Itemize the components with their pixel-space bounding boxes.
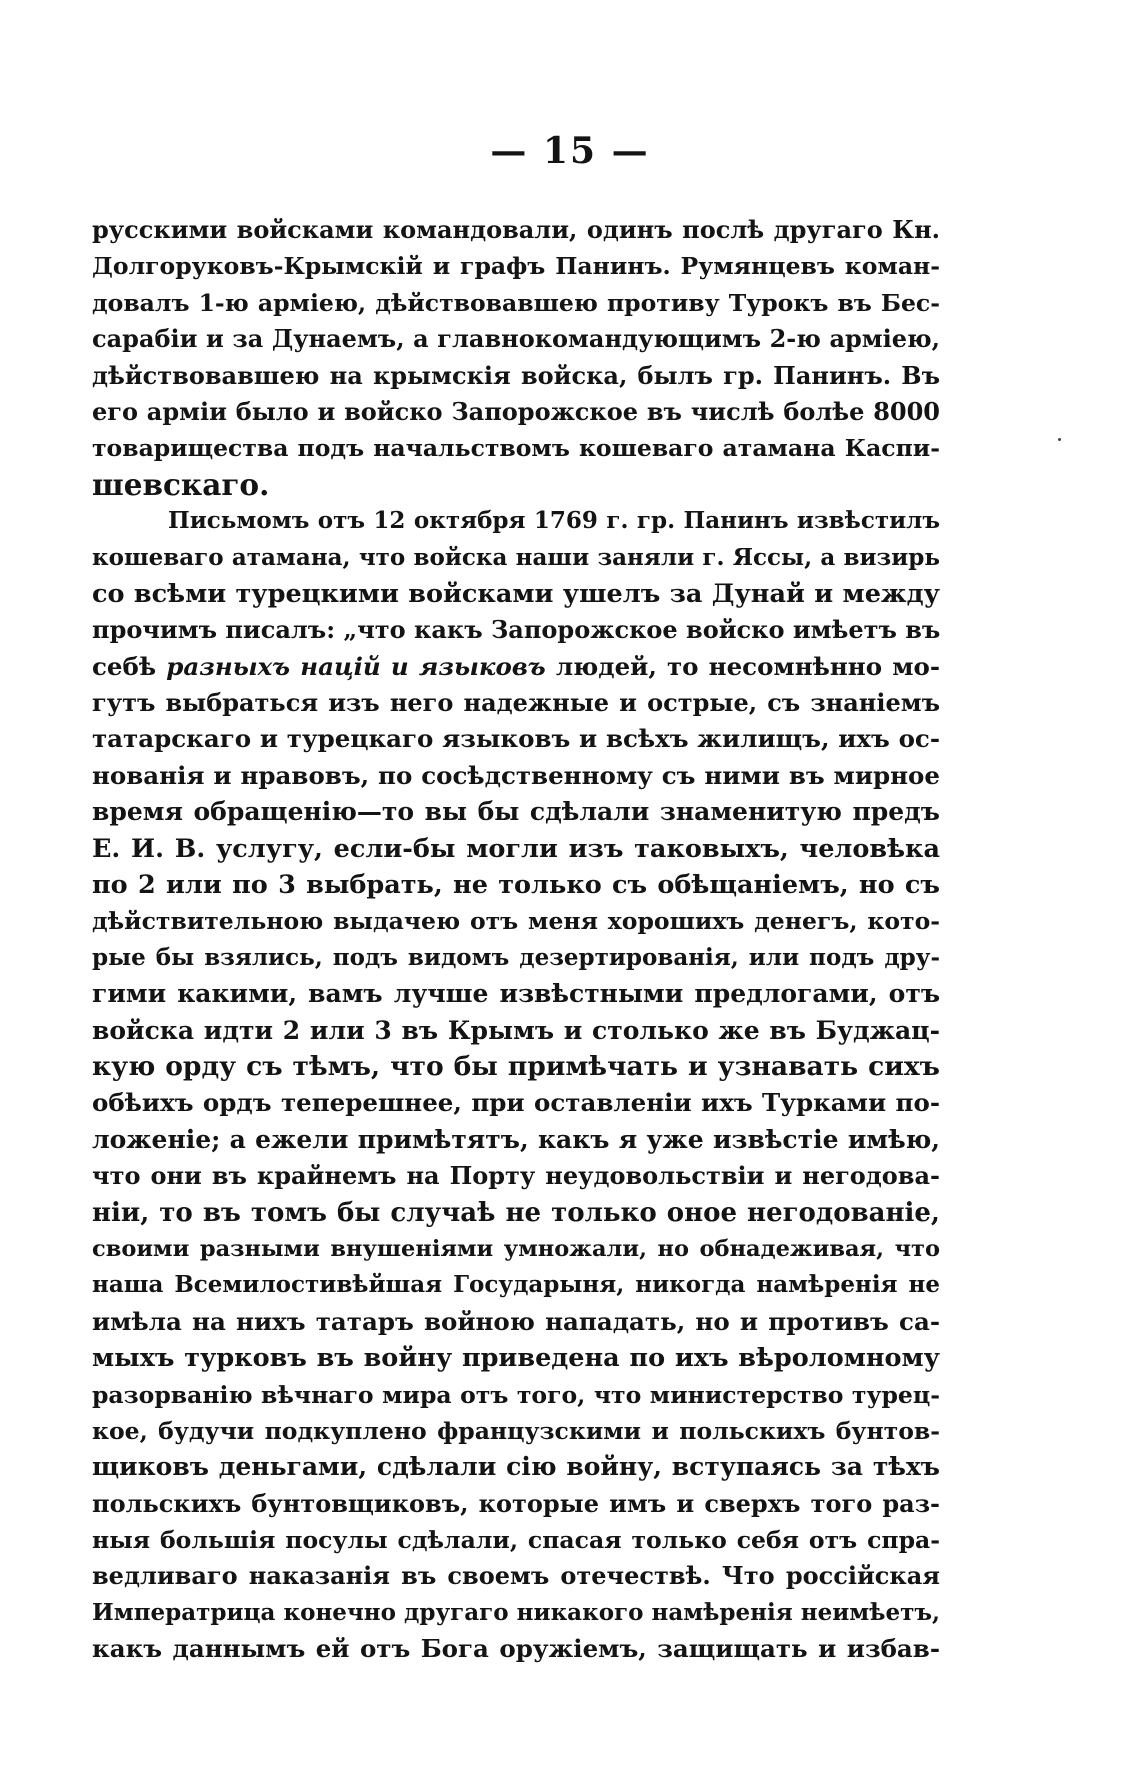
- text-line: мыхъ турковъ въ войну приведена по ихъ вѣроломному: [92, 1343, 940, 1374]
- text-line: Долгоруковъ-Крымскій и графъ Панинъ. Румянцевъ коман-: [92, 252, 940, 281]
- body-text: [92, 212, 940, 1668]
- text-line: довалъ 1-ю арміею, дѣйствовавшею противу Турокъ въ Бес-: [92, 288, 940, 317]
- paragraph-start-line: Письмомъ отъ 12 октября 1769 г. гр. Панинъ извѣстилъ: [168, 507, 940, 535]
- text-line: обѣихъ ордъ теперешнее, при оставленіи ихъ Турками по-: [92, 1088, 940, 1118]
- text-segment: людей, то несомнѣнно мо-: [545, 651, 941, 681]
- text-line: товарищества подъ начальствомъ кошеваго атамана Каспи-: [92, 434, 940, 463]
- text-line: время обращенію—то вы бы сдѣлали знаменитую предъ: [92, 797, 940, 827]
- text-line: шевскаго.: [92, 466, 270, 502]
- text-line: рые бы взялись, подъ видомъ дезертированія, или подъ дру-: [92, 943, 940, 971]
- text-line: кошеваго атамана, что войска наши заняли г. Яссы, а визирь: [92, 543, 940, 571]
- text-line: ніи, то въ томъ бы случаѣ не только оное негодованіе,: [92, 1197, 940, 1228]
- text-line: наша Всемилостивѣйшая Государыня, никогда намѣренія не: [92, 1271, 940, 1299]
- text-line: его арміи было и войско Запорожское въ числѣ болѣе 8000: [92, 396, 940, 426]
- text-line: разорванію вѣчнаго мира отъ того, что министерство турец-: [92, 1380, 940, 1409]
- text-line: польскихъ бунтовщиковъ, которые имъ и сверхъ того раз-: [92, 1488, 940, 1518]
- text-line: татарскаго и турецкаго языковъ и всѣхъ жилищъ, ихъ ос-: [92, 724, 940, 754]
- text-line: по 2 или по 3 выбрать, не только съ обѣщаніемъ, но съ: [92, 870, 940, 901]
- text-line: русскими войсками командовали, одинъ послѣ другаго Кн.: [92, 215, 940, 244]
- text-line: гутъ выбраться изъ него надежные и острые, съ знаніемъ: [92, 688, 940, 718]
- text-line: гими какими, вамъ лучше извѣстными предлогами, отъ: [92, 979, 940, 1009]
- text-line: имѣла на нихъ татаръ войною нападать, но и противъ са-: [92, 1306, 940, 1336]
- text-line: Е. И. В. услугу, если-бы могли изъ таковыхъ, человѣка: [92, 833, 940, 864]
- text-line: дѣйствовавшею на крымскія войска, былъ гр. Панинъ. Въ: [92, 360, 940, 390]
- text-line: щиковъ деньгами, сдѣлали сію войну, вступаясь за тѣхъ: [92, 1452, 940, 1482]
- text-line-with-italic: [92, 649, 940, 685]
- text-line: кую орду съ тѣмъ, что бы примѣчать и узнавать сихъ: [92, 1050, 940, 1082]
- text-line: ныя большія посулы сдѣлали, спасая только себя отъ спра-: [92, 1526, 940, 1555]
- text-line: прочимъ писалъ: „что какъ Запорожское войско имѣетъ въ: [92, 615, 941, 645]
- text-line: ведливаго наказанія въ своемъ отечествѣ. Что россійская: [92, 1561, 940, 1591]
- text-line: сарабіи и за Дунаемъ, а главнокомандующимъ 2-ю арміею,: [92, 324, 940, 354]
- text-line: ложеніе; а ежели примѣтятъ, какъ я уже извѣстіе имѣю,: [92, 1124, 940, 1154]
- text-line: дѣйствительною выдачею отъ меня хорошихъ денегъ, кото-: [92, 907, 940, 936]
- text-line: кое, будучи подкуплено французскими и польскихъ бунтов-: [92, 1416, 940, 1445]
- text-line: со всѣми турецкими войсками ушелъ за Дунай и между: [92, 578, 940, 609]
- italic-emphasis: разныхъ націй и языковъ: [166, 651, 546, 681]
- text-segment: себѣ: [92, 651, 167, 681]
- text-line: Императрица конечно другаго никакого намѣренія неимѣетъ,: [92, 1598, 940, 1626]
- text-line: войска идти 2 или 3 въ Крымъ и столько же въ Буджац-: [92, 1015, 940, 1045]
- margin-speck: [1058, 438, 1061, 441]
- text-line: своими разными внушеніями умножали, но обнадеживая, что: [92, 1235, 940, 1262]
- text-line: нованія и нравовъ, по сосѣдственному съ ними въ мирное: [92, 760, 940, 790]
- text-line: что они въ крайнемъ на Порту неудовольствіи и негодова-: [92, 1161, 940, 1191]
- page-number: — 15 —: [490, 130, 650, 172]
- text-line: какъ даннымъ ей отъ Бога оружіемъ, защищать и избав-: [92, 1634, 940, 1664]
